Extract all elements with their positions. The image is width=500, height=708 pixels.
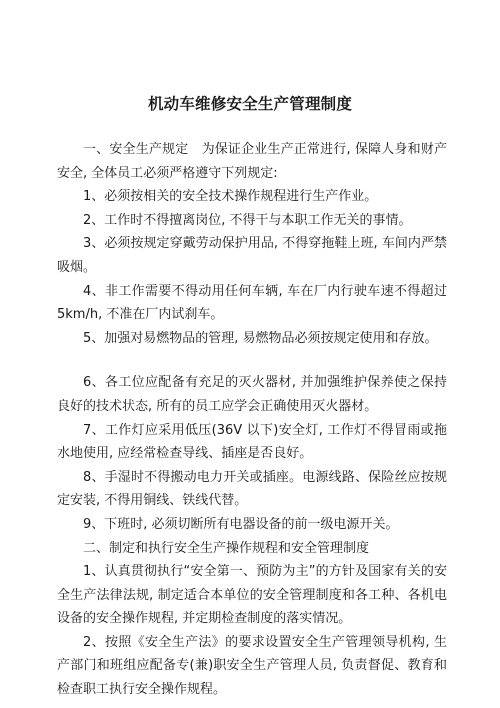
paragraph-rule-2: 2、工作时不得擅离岗位, 不得干与本职工作无关的事情。 bbox=[83, 212, 412, 228]
paragraph-rule-7: 7、工作灯应采用低压(36V 以下)安全灯, 工作灯不得冒雨或拖水地使用, 应经常检查导线、插座是否良好。 bbox=[57, 422, 447, 462]
paragraph-rule-3: 3、必须按规定穿戴劳动保护用品, 不得穿拖鞋上班, 车间内严禁吸烟。 bbox=[57, 236, 447, 275]
paragraph-rule-8: 8、手湿时不得搬动电力开关或插座。电源线路、保险丝应按规定安装, 不得用铜线、铁线代替。 bbox=[57, 469, 447, 509]
paragraph-section-2-heading: 二、制定和执行安全生产操作规程和安全管理制度 bbox=[83, 540, 370, 556]
document-body bbox=[57, 138, 447, 702]
paragraph-rule-6: 6、各工位应配备有充足的灭火器材, 并加强维护保养使之保持良好的技术状态, 所有的员工应学会正确使用灭火器材。 bbox=[57, 375, 447, 414]
paragraph-section-2-item-1: 1、认真贯彻执行“安全第一、预防为主”的方针及国家有关的安全生产法律法规, 制定适合本单位的安全管理制度和各工种、各机电设备的安全操作规程, 并定期检查制度的落实情况。 bbox=[57, 564, 447, 627]
paragraph-safety-rules-intro: 一、安全生产规定 为保证企业生产正常进行, 保障人身和财产安全, 全体员工必须严格遵守下列规定: bbox=[57, 142, 447, 181]
paragraph-rule-5: 5、加强对易燃物品的管理, 易燃物品必须按规定使用和存放。 bbox=[83, 330, 438, 346]
paragraph-rule-9: 9、下班时, 必须切断所有电器设备的前一级电源开关。 bbox=[83, 516, 399, 532]
document-title: 机动车维修安全生产管理制度 bbox=[147, 95, 353, 113]
paragraph-rule-4: 4、非工作需要不得动用任何车辆, 车在厂内行驶车速不得超过 5km/h, 不准在厂内试刹车。 bbox=[57, 283, 447, 323]
paragraph-rule-1: 1、必须按相关的安全技术操作规程进行生产作业。 bbox=[83, 189, 378, 205]
paragraph-section-2-item-2: 2、按照《安全生产法》的要求设置安全生产管理领导机构, 生产部门和班组应配备专(兼)职安全生产管理人员, 负责督促、教育和检查职工执行安全操作规程。 bbox=[57, 634, 447, 698]
